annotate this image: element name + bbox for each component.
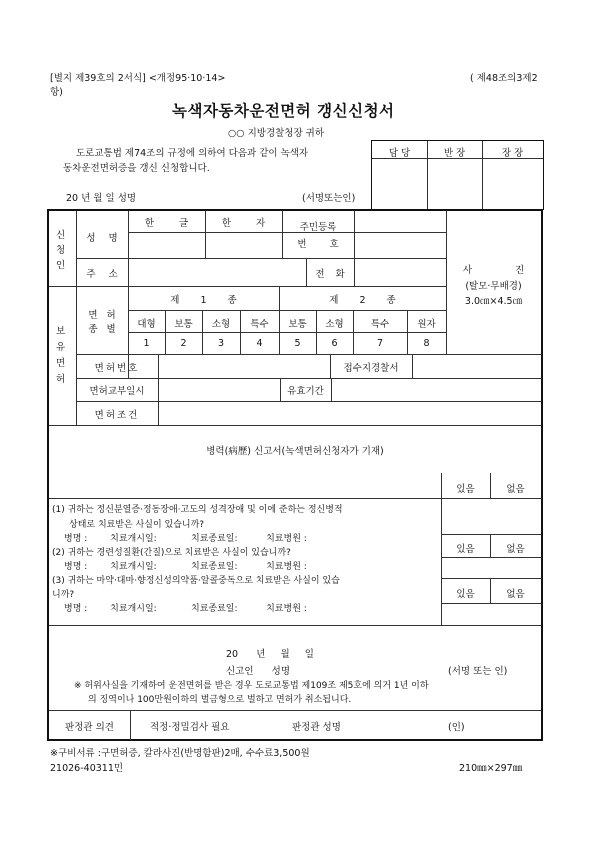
- license-num-3: 3: [217, 338, 225, 349]
- addressee: ○○ 지방경찰청장 귀하: [228, 128, 325, 139]
- judge-name-label: 판정관 성명: [292, 722, 341, 733]
- approval-col-3: 장 장: [501, 148, 524, 159]
- validity-label: 유효기간: [287, 386, 324, 397]
- name-label: 성 명: [86, 233, 118, 244]
- judge-check-options: 적정·정밀검사 필요: [150, 722, 230, 733]
- license-kind-1: 대형: [137, 319, 156, 330]
- q1-text-a: (1) 귀하는 정신분열증·정동장애·고도의 성격장애 및 이에 준하는 정신병적: [52, 505, 343, 515]
- medical-heading: 병력(病歷) 신고서(녹색면허신청자가 기재): [206, 446, 384, 457]
- license-num-5: 5: [294, 338, 301, 349]
- class2-label: 제 2 종: [329, 295, 396, 306]
- hanja-label: 한 자: [221, 218, 266, 229]
- license-kind-6: 소형: [325, 319, 344, 330]
- page-title: 녹색자동차운전면허 갱신신청서: [172, 102, 395, 120]
- license-condition-label: 면허조건: [94, 410, 140, 421]
- office-label: 접수지경찰서: [343, 363, 399, 374]
- warning-line-2: 의 징역이나 100만원이하의 벌금형으로 벌하고 면허가 취소됩니다.: [88, 695, 352, 705]
- approval-col-1: 담 당: [388, 148, 411, 159]
- license-kind-5: 보통: [288, 319, 307, 330]
- q2-detail: 병명 : 치료개시일: 치료종료일: 치료병원 :: [64, 562, 307, 572]
- rrn-label-2: 번 호: [297, 239, 339, 250]
- warning-line-1: ※ 허위사실을 기재하여 운전면허를 받은 경우 도로교통법 제109조 제5호에 의거 1년 이하: [74, 681, 429, 691]
- approval-col-2: 반 장: [443, 148, 466, 159]
- license-num-8: 8: [423, 338, 430, 349]
- q3-text-b: 니까?: [52, 590, 75, 600]
- paper-size: 210㎜×297㎜: [459, 763, 523, 774]
- q3-no[interactable]: 없음: [506, 589, 525, 600]
- license-num-2: 2: [180, 338, 187, 349]
- q3-text-a: (3) 귀하는 마약·대마·향정신성의약품·알콜중독으로 치료받은 사실이 있습: [52, 576, 340, 586]
- form-code: 21026-40311민: [50, 763, 124, 774]
- judge-opinion-label: 판정관 의견: [65, 722, 114, 733]
- license-num-1: 1: [143, 338, 150, 349]
- q1-no[interactable]: 없음: [506, 484, 525, 495]
- license-type-label-1: 면 허: [88, 310, 116, 321]
- q2-yes[interactable]: 있음: [456, 544, 475, 555]
- license-kind-8: 원자: [417, 319, 436, 330]
- form-reference: [별지 제39호의 2서식] <개정95·10·14>: [50, 73, 226, 84]
- q1-yes[interactable]: 있음: [456, 484, 475, 495]
- license-section-label: 보유면허: [56, 326, 66, 385]
- judge-seal: (인): [448, 722, 465, 733]
- applicant-section-label: 신청인: [56, 230, 66, 271]
- q1-text-b: 상태로 치료받은 사실이 있습니까?: [69, 520, 205, 530]
- q2-text-a: (2) 귀하는 경련성질환(간질)으로 치료받은 사실이 있습니까?: [52, 548, 291, 558]
- license-num-7: 7: [376, 338, 384, 349]
- declarant-name: 신고인 성명: [226, 666, 291, 677]
- phone-label: 전 화: [315, 269, 345, 280]
- issue-date-label: 면허교부일시: [89, 386, 145, 397]
- law-reference-cont: 항): [50, 87, 63, 98]
- q3-detail: 병명 : 치료개시일: 치료종료일: 치료병원 :: [64, 604, 307, 614]
- license-number-label: 면허번호: [94, 363, 140, 374]
- required-docs: ※구비서류 :구면허증, 칼라사진(반명함판)2매, 수수료3,500원: [50, 748, 310, 759]
- photo-label: 사 진: [462, 265, 525, 276]
- sign-note: (서명또는인): [302, 193, 356, 204]
- rrn-label-1: 주민등록: [299, 222, 337, 233]
- photo-spec-1: (탈모·무배경): [465, 281, 522, 292]
- photo-spec-2: 3.0㎝×4.5㎝: [464, 296, 523, 307]
- class1-label: 제 1 종: [170, 295, 237, 306]
- license-kind-4: 특수: [250, 319, 269, 330]
- q3-yes[interactable]: 있음: [456, 589, 475, 600]
- intro-line-1: 도로교통법 제74조의 규정에 의하여 다음과 같이 녹색자: [76, 148, 309, 159]
- approval-box: [371, 140, 544, 210]
- license-kind-2: 보통: [174, 319, 193, 330]
- date-line: 20 년 월 일 성명: [66, 193, 137, 204]
- license-kind-3: 소형: [211, 319, 231, 330]
- license-num-6: 6: [331, 338, 338, 349]
- q1-detail: 병명 : 치료개시일: 치료종료일: 치료병원 :: [64, 534, 307, 544]
- declaration-date: 20 년 월 일: [226, 649, 314, 660]
- law-reference: ( 제48조의3제2: [470, 73, 538, 84]
- q2-no[interactable]: 없음: [506, 544, 525, 555]
- address-label: 주 소: [86, 269, 118, 280]
- declaration-sign: (서명 또는 인): [448, 666, 508, 677]
- intro-line-2: 동차운전면허증을 갱신 신청합니다.: [63, 163, 210, 174]
- hangul-label: 한 글: [144, 218, 189, 229]
- license-kind-7: 특수: [370, 319, 390, 330]
- license-type-label-2: 종 별: [88, 324, 116, 335]
- license-num-4: 4: [256, 338, 263, 349]
